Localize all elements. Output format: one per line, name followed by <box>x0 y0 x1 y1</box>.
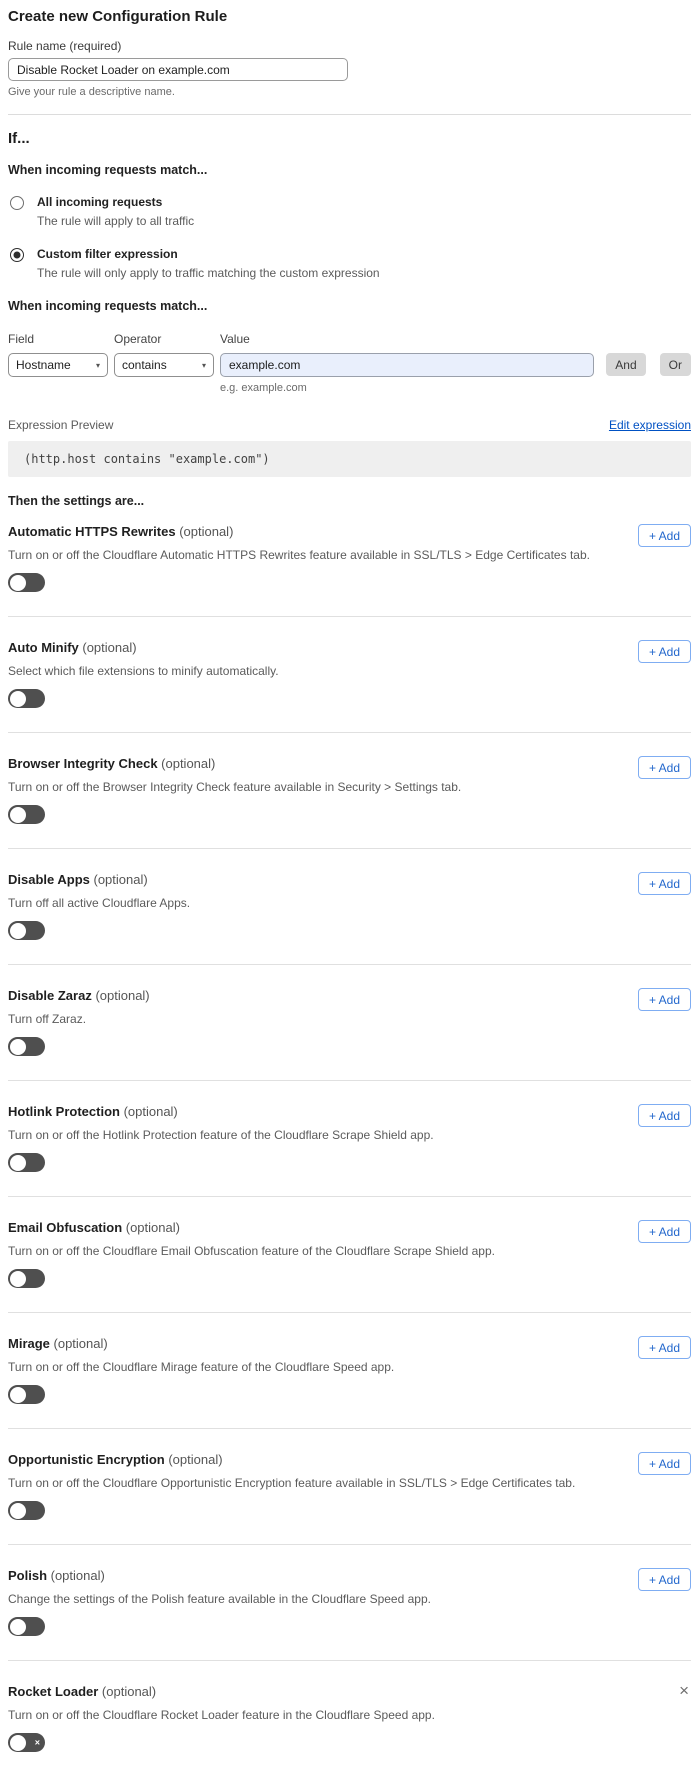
setting-optional-suffix: (optional) <box>91 988 150 1003</box>
setting-texts <box>8 1568 431 1641</box>
setting-toggle-off[interactable] <box>8 921 45 940</box>
radio-description: The rule will apply to all traffic <box>37 214 195 228</box>
add-setting-button[interactable]: + Add <box>638 1104 691 1127</box>
setting-texts <box>8 1452 575 1525</box>
field-select[interactable] <box>8 353 108 377</box>
toggle-knob <box>10 807 26 823</box>
setting-name: Auto Minify <box>8 640 79 655</box>
add-setting-button[interactable]: + Add <box>638 872 691 895</box>
setting-optional-suffix: (optional) <box>89 872 148 887</box>
add-setting-button[interactable]: + Add <box>638 524 691 547</box>
add-setting-button[interactable]: + Add <box>638 1336 691 1359</box>
setting-texts <box>8 1684 435 1757</box>
match-heading: When incoming requests match... <box>8 163 208 177</box>
rule-name-input[interactable] <box>8 58 348 81</box>
expression-builder-row <box>8 332 691 394</box>
operator-select-value: contains <box>122 358 167 372</box>
setting-title <box>8 1336 394 1351</box>
value-column <box>220 332 594 394</box>
radio-label: All incoming requests <box>37 195 163 209</box>
setting-description: Select which file extensions to minify automatically. <box>8 664 279 678</box>
setting-name: Rocket Loader <box>8 1684 99 1699</box>
setting-texts <box>8 1220 495 1293</box>
setting-toggle-off[interactable] <box>8 1733 45 1752</box>
setting-title <box>8 1452 575 1467</box>
setting-texts <box>8 988 150 1061</box>
setting-title <box>8 524 590 539</box>
setting-optional-suffix: (optional) <box>157 756 216 771</box>
rule-name-label: Rule name (required) <box>8 39 122 53</box>
setting-row <box>8 733 691 849</box>
add-setting-button[interactable]: + Add <box>638 988 691 1011</box>
setting-title <box>8 872 190 887</box>
setting-name: Opportunistic Encryption <box>8 1452 165 1467</box>
setting-toggle-off[interactable] <box>8 689 45 708</box>
setting-name: Automatic HTTPS Rewrites <box>8 524 176 539</box>
setting-toggle-off[interactable] <box>8 805 45 824</box>
value-input[interactable] <box>220 353 594 377</box>
setting-optional-suffix: (optional) <box>98 1684 157 1699</box>
setting-name: Polish <box>8 1568 48 1583</box>
setting-row <box>8 849 691 965</box>
setting-toggle-off[interactable] <box>8 1037 45 1056</box>
toggle-knob <box>10 575 26 591</box>
section-divider <box>8 114 691 115</box>
operator-label: Operator <box>114 332 162 346</box>
setting-optional-suffix: (optional) <box>78 640 137 655</box>
operator-column <box>114 332 214 377</box>
if-heading: If... <box>8 130 30 147</box>
toggle-knob <box>10 1387 26 1403</box>
setting-title <box>8 1568 431 1583</box>
setting-description: Turn on or off the Browser Integrity Check feature available in Security > Settings tab. <box>8 780 462 794</box>
radio-icon-selected[interactable] <box>10 248 24 262</box>
setting-toggle-off[interactable] <box>8 1269 45 1288</box>
setting-texts <box>8 524 590 597</box>
field-select-value: Hostname <box>16 358 71 372</box>
setting-row <box>8 1313 691 1429</box>
toggle-knob <box>10 1155 26 1171</box>
setting-texts <box>8 756 461 829</box>
setting-toggle-off[interactable] <box>8 1385 45 1404</box>
field-label: Field <box>8 332 35 346</box>
add-setting-button[interactable]: + Add <box>638 640 691 663</box>
setting-description: Turn on or off the Cloudflare Mirage feature of the Cloudflare Speed app. <box>8 1360 395 1374</box>
or-button[interactable]: Or <box>660 353 691 376</box>
setting-optional-suffix: (optional) <box>47 1568 105 1583</box>
setting-description: Turn off Zaraz. <box>8 1012 87 1026</box>
radio-custom-filter-expression[interactable] <box>8 247 691 280</box>
setting-name: Email Obfuscation <box>8 1220 123 1235</box>
setting-row <box>8 1661 691 1776</box>
setting-row <box>8 965 691 1081</box>
setting-title <box>8 1684 435 1699</box>
toggle-knob <box>10 1271 26 1287</box>
setting-description: Turn on or off the Cloudflare Email Obfuscation feature of the Cloudflare Scrape Shield app. <box>8 1244 495 1258</box>
setting-name: Browser Integrity Check <box>8 756 158 771</box>
setting-description: Turn on or off the Cloudflare Rocket Loader feature in the Cloudflare Speed app. <box>8 1708 435 1722</box>
operator-select[interactable] <box>114 353 214 377</box>
radio-icon[interactable] <box>10 196 24 210</box>
field-column <box>8 332 108 377</box>
setting-name: Hotlink Protection <box>8 1104 120 1119</box>
toggle-off-x-icon: × <box>34 1737 40 1747</box>
rule-name-group <box>8 39 691 98</box>
setting-row <box>8 617 691 733</box>
expression-preview-label: Expression Preview <box>8 418 114 432</box>
rule-name-helper: Give your rule a descriptive name. <box>8 86 175 98</box>
setting-toggle-off[interactable] <box>8 573 45 592</box>
setting-optional-suffix: (optional) <box>164 1452 223 1467</box>
setting-texts <box>8 640 279 713</box>
expression-preview-header <box>8 418 691 432</box>
add-setting-button[interactable]: + Add <box>638 756 691 779</box>
chevron-down-icon: ▾ <box>95 360 100 370</box>
setting-texts <box>8 1104 434 1177</box>
radio-description: The rule will only apply to traffic matching the custom expression <box>37 266 380 280</box>
toggle-knob <box>10 1503 26 1519</box>
setting-texts <box>8 1336 394 1409</box>
toggle-knob <box>10 1039 26 1055</box>
setting-optional-suffix: (optional) <box>122 1220 180 1235</box>
setting-title <box>8 1220 495 1235</box>
page-title: Create new Configuration Rule <box>8 8 228 25</box>
setting-optional-suffix: (optional) <box>49 1336 108 1351</box>
chevron-down-icon: ▾ <box>201 360 206 370</box>
toggle-knob <box>10 923 26 939</box>
setting-name: Mirage <box>8 1336 50 1351</box>
radio-label: Custom filter expression <box>37 247 178 261</box>
and-button[interactable]: And <box>606 353 645 376</box>
edit-expression-link[interactable]: Edit expression <box>608 418 691 432</box>
setting-texts <box>8 872 190 945</box>
setting-name: Disable Apps <box>8 872 90 887</box>
close-icon[interactable]: × <box>679 1681 689 1700</box>
builder-heading: When incoming requests match... <box>8 299 208 313</box>
setting-toggle-off[interactable] <box>8 1617 45 1636</box>
add-setting-button[interactable]: + Add <box>638 1452 691 1475</box>
setting-toggle-off[interactable] <box>8 1501 45 1520</box>
request-match-radio-group <box>8 195 691 280</box>
setting-row <box>8 1545 691 1661</box>
setting-description: Turn on or off the Cloudflare Automatic HTTPS Rewrites feature available in SSL/TLS > Edge Certificates tab. <box>8 548 590 562</box>
setting-description: Turn off all active Cloudflare Apps. <box>8 896 191 910</box>
expression-preview-code: (http.host contains "example.com") <box>8 441 691 477</box>
setting-row <box>8 1429 691 1545</box>
setting-title <box>8 988 150 1003</box>
setting-name: Disable Zaraz <box>8 988 92 1003</box>
settings-heading: Then the settings are... <box>8 494 145 508</box>
setting-row <box>8 508 691 617</box>
andor-buttons <box>606 332 691 376</box>
setting-title <box>8 1104 434 1119</box>
setting-toggle-off[interactable] <box>8 1153 45 1172</box>
add-setting-button[interactable]: + Add <box>638 1220 691 1243</box>
setting-title <box>8 640 279 655</box>
setting-title <box>8 756 461 771</box>
setting-row <box>8 1197 691 1313</box>
value-helper: e.g. example.com <box>220 382 307 394</box>
setting-row <box>8 1081 691 1197</box>
setting-description: Turn on or off the Cloudflare Opportunistic Encryption feature available in SSL/TLS > Edge Certificates tab. <box>8 1476 576 1490</box>
add-setting-button[interactable]: + Add <box>638 1568 691 1591</box>
setting-optional-suffix: (optional) <box>175 524 234 539</box>
setting-optional-suffix: (optional) <box>119 1104 178 1119</box>
toggle-knob <box>10 1619 26 1635</box>
setting-description: Turn on or off the Hotlink Protection feature of the Cloudflare Scrape Shield app. <box>8 1128 434 1142</box>
radio-all-incoming-requests[interactable] <box>8 195 691 228</box>
value-label: Value <box>220 332 250 346</box>
setting-description: Change the settings of the Polish feature available in the Cloudflare Speed app. <box>8 1592 431 1606</box>
toggle-knob <box>10 1735 26 1751</box>
settings-list <box>8 508 691 1776</box>
toggle-knob <box>10 691 26 707</box>
